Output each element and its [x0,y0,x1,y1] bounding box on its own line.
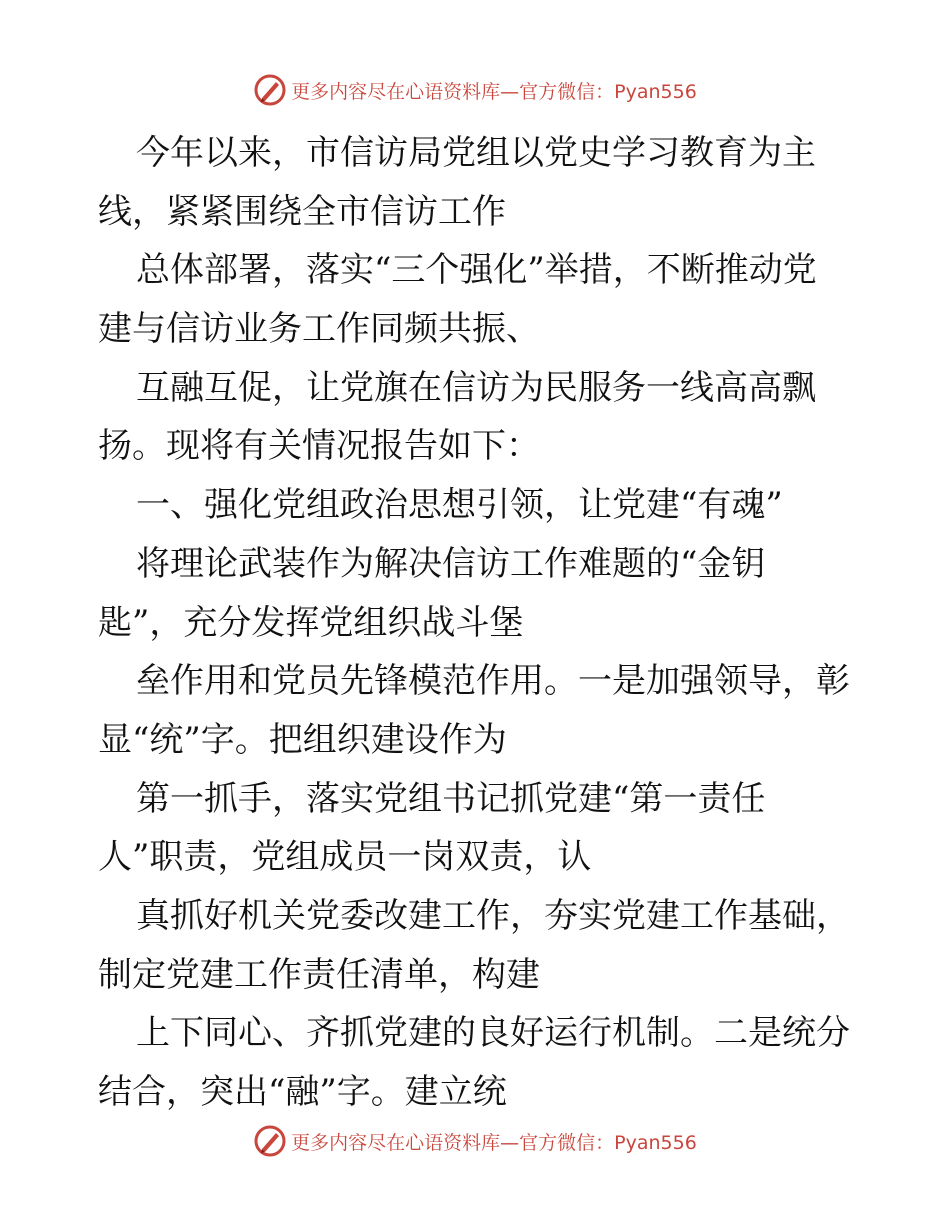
paragraph [98,359,888,476]
paragraph [98,887,888,1004]
text-line: 匙”，充分发挥党组织战斗堡 [98,602,524,643]
text-line: 扬。现将有关情况报告如下： [98,426,540,467]
watermark-text: 更多内容尽在心语资料库—官方微信：Pyan556 [291,1131,697,1154]
paragraph [98,535,888,652]
text-line: 建与信访业务工作同频共振、 [98,309,540,350]
text-line: 互融互促，让党旗在信访为民服务一线高高飘 [136,367,816,408]
text-line: 真抓好机关党委改建工作，夯实党建工作基础， [136,895,850,936]
text-line: 一、强化党组政治思想引领，让党建“有魂” [136,485,783,526]
paragraph [98,770,888,887]
body-text [98,124,888,1122]
text-line: 总体部署，落实“三个强化”举措，不断推动党 [136,250,817,291]
text-line: 垒作用和党员先锋模范作用。一是加强领导，彰 [136,661,850,702]
paragraph [98,652,888,769]
pen-logo-icon [253,73,287,107]
text-line: 上下同心、齐抓党建的良好运行机制。二是统分 [136,1013,850,1054]
text-line: 制定党建工作责任清单，构建 [98,954,540,995]
text-line: 结合，突出“融”字。建立统 [98,1072,507,1112]
paragraph [98,1004,888,1121]
footer-watermark [0,1121,950,1161]
paragraph [98,124,888,241]
paragraph [98,241,888,358]
section-heading [98,476,888,535]
text-line: 将理论武装作为解决信访工作难题的“金钥 [136,543,766,584]
text-line: 线，紧紧围绕全市信访工作 [98,191,506,232]
header-watermark [0,70,950,110]
text-line: 今年以来，市信访局党组以党史学习教育为主 [136,133,816,173]
pen-logo-icon [253,1124,287,1158]
text-line: 显“统”字。把组织建设作为 [98,719,507,760]
text-line: 第一抓手，落实党组书记抓党建“第一责任 [136,778,766,819]
watermark-text: 更多内容尽在心语资料库—官方微信：Pyan556 [291,80,697,103]
text-line: 人”职责，党组成员一岗双责，认 [98,837,592,878]
